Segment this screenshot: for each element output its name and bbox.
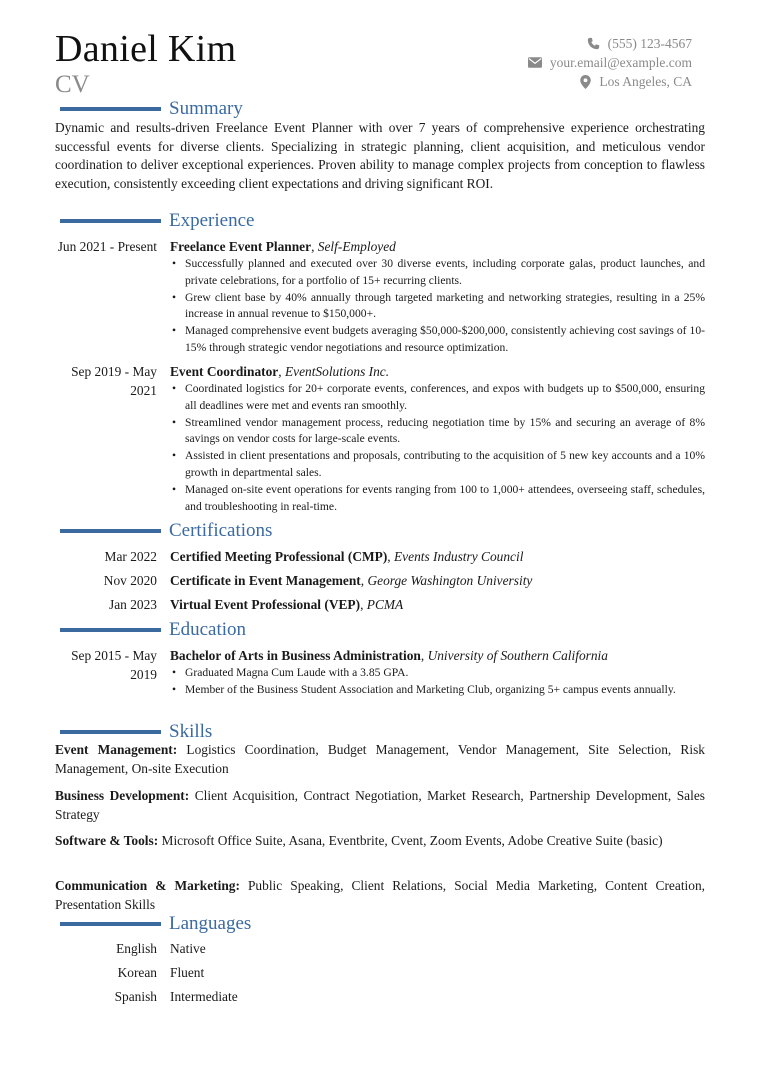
phone-text: (555) 123-4567	[607, 36, 692, 51]
skill-value: Client Acquisition, Contract Negotiation, Market Research, Partnership Development, Sales Strategy	[55, 788, 705, 822]
bullet-item: • Graduated Magna Cum Laude with a 3.85 GPA.	[170, 665, 715, 682]
entry-bullets	[170, 381, 705, 515]
languages-heading	[60, 913, 251, 935]
entry-title-line: Bachelor of Arts in Business Administration, University of Southern California	[170, 648, 608, 663]
language-name: Korean	[117, 965, 157, 980]
language-name: English	[116, 941, 157, 956]
entry-title: Freelance Event Planner	[170, 239, 312, 254]
contact-email[interactable]	[528, 53, 692, 72]
phone-icon	[587, 37, 600, 50]
certification-row	[55, 595, 705, 615]
location-text: Los Angeles, CA	[599, 74, 692, 89]
summary-heading	[60, 98, 243, 120]
section-title: Languages	[169, 913, 252, 934]
experience-heading	[60, 210, 254, 232]
candidate-name: Daniel Kim	[55, 28, 237, 70]
cert-body: Virtual Event Professional (VEP), PCMA	[170, 597, 404, 612]
cert-title: Certified Meeting Professional (CMP)	[170, 549, 388, 564]
entry-body	[170, 646, 715, 699]
bullet-item: • Successfully planned and executed over 30 diverse events, including corporate galas, product launches, and private celebrations, for a portfolio of 15+ recurring clients.	[170, 256, 705, 290]
skill-label: Communication & Marketing:	[55, 878, 240, 893]
skill-value: Microsoft Office Suite, Asana, Eventbrite, Cvent, Zoom Events, Adobe Creative Suite (basic)	[161, 833, 663, 848]
section-rule	[60, 730, 161, 734]
summary-text: Dynamic and results-driven Freelance Event Planner with over 7 years of comprehensive experience orchestrating successful events for diverse clients. Specializing in strategic planning, client acquisition, and meticulous vendor coordination to deliver exceptional experiences. Proven ability to manage complex projects from conception to flawless execution, consistently exceeding client expectations and driving significant ROI.	[55, 120, 705, 191]
cert-body: Certificate in Event Management, George Washington University	[170, 573, 533, 588]
cert-date: Mar 2022	[104, 549, 157, 564]
bullet-item: • Coordinated logistics for 20+ corporate events, conferences, and expos with budgets up to $500,000, ensuring all deadlines were met and events ran smoothly.	[170, 381, 705, 415]
entry-date: Sep 2019 - May 2021	[71, 364, 157, 398]
skill-group	[55, 786, 705, 824]
entry-bullets	[170, 665, 715, 699]
section-title: Education	[169, 619, 247, 640]
contact-location	[528, 72, 692, 91]
education-heading	[60, 619, 246, 641]
cert-body: Certified Meeting Professional (CMP), Events Industry Council	[170, 549, 524, 564]
section-rule	[60, 628, 161, 632]
certification-row	[55, 547, 705, 567]
skill-value: Public Speaking, Client Relations, Social Media Marketing, Content Creation, Presentation Skills	[55, 878, 705, 912]
skill-label: Business Development:	[55, 788, 190, 803]
section-title: Certifications	[169, 520, 273, 541]
bullet-item: • Member of the Business Student Association and Marketing Club, organizing 5+ campus events annually.	[170, 682, 715, 699]
cert-date: Nov 2020	[103, 573, 157, 588]
cert-org: PCMA	[366, 597, 404, 612]
entry-title: Bachelor of Arts in Business Administration	[170, 648, 421, 663]
section-rule	[60, 529, 161, 533]
bullet-item: • Managed comprehensive event budgets averaging $50,000-$200,000, consistently achieving cost savings of 10-15% through strategic vendor negotiations and resource optimization.	[170, 323, 705, 357]
bullet-item: • Assisted in client presentations and proposals, contributing to the acquisition of 5 new key accounts and a 10% growth in departmental sales.	[170, 448, 705, 482]
email-link[interactable]: your.email@example.com	[549, 55, 692, 70]
entry-bullets	[170, 256, 705, 357]
skill-value: Logistics Coordination, Budget Management, Vendor Management, Site Selection, Risk Management, On-site Execution	[55, 742, 705, 776]
entry-body	[170, 362, 705, 515]
language-level: Intermediate	[170, 989, 238, 1004]
skill-label: Software & Tools:	[55, 833, 159, 848]
language-row	[55, 939, 455, 959]
cert-date: Jan 2023	[109, 597, 157, 612]
skill-group	[55, 740, 705, 778]
document-subtitle: CV	[55, 71, 90, 98]
entry-org: EventSolutions Inc.	[284, 364, 390, 379]
section-title: Summary	[169, 98, 243, 119]
bullet-item: • Managed on-site event operations for events ranging from 100 to 1,000+ attendees, overseeing staff, schedules, and troubleshooting in real-time.	[170, 482, 705, 516]
language-row	[55, 963, 455, 983]
language-row	[55, 987, 455, 1007]
entry-body	[170, 237, 705, 357]
skill-group	[55, 876, 705, 914]
entry-org: University of Southern California	[427, 648, 608, 663]
cert-title: Certificate in Event Management	[170, 573, 361, 588]
cert-org: Events Industry Council	[394, 549, 524, 564]
language-name: Spanish	[114, 989, 157, 1004]
section-title: Experience	[169, 210, 255, 231]
envelope-icon	[528, 57, 542, 68]
entry-title: Event Coordinator	[170, 364, 279, 379]
language-level: Fluent	[170, 965, 205, 980]
cert-title: Virtual Event Professional (VEP)	[170, 597, 361, 612]
section-title: Skills	[169, 721, 213, 742]
section-rule	[60, 922, 161, 926]
bullet-item: • Grew client base by 40% annually through targeted marketing and networking strategies, resulting in a 25% increase in annual revenue to $150,000+.	[170, 290, 705, 324]
contact-block	[528, 34, 692, 91]
bullet-item: • Streamlined vendor management process, reducing negotiation time by 15% and securing an average of 8% savings on vendor costs for large-scale events.	[170, 415, 705, 449]
contact-phone	[528, 34, 692, 53]
entry-title-line: Freelance Event Planner, Self-Employed	[170, 239, 396, 254]
section-rule	[60, 107, 161, 111]
entry-date: Sep 2015 - May 2019	[71, 648, 157, 682]
entry-date: Jun 2021 - Present	[57, 239, 157, 254]
language-level: Native	[170, 941, 206, 956]
map-pin-icon	[580, 75, 591, 89]
cert-org: George Washington University	[367, 573, 533, 588]
skill-label: Event Management:	[55, 742, 178, 757]
section-rule	[60, 219, 161, 223]
certification-row	[55, 571, 705, 591]
skill-group	[55, 831, 705, 850]
entry-org: Self-Employed	[317, 239, 396, 254]
entry-title-line: Event Coordinator, EventSolutions Inc.	[170, 364, 390, 379]
certifications-heading	[60, 520, 272, 542]
